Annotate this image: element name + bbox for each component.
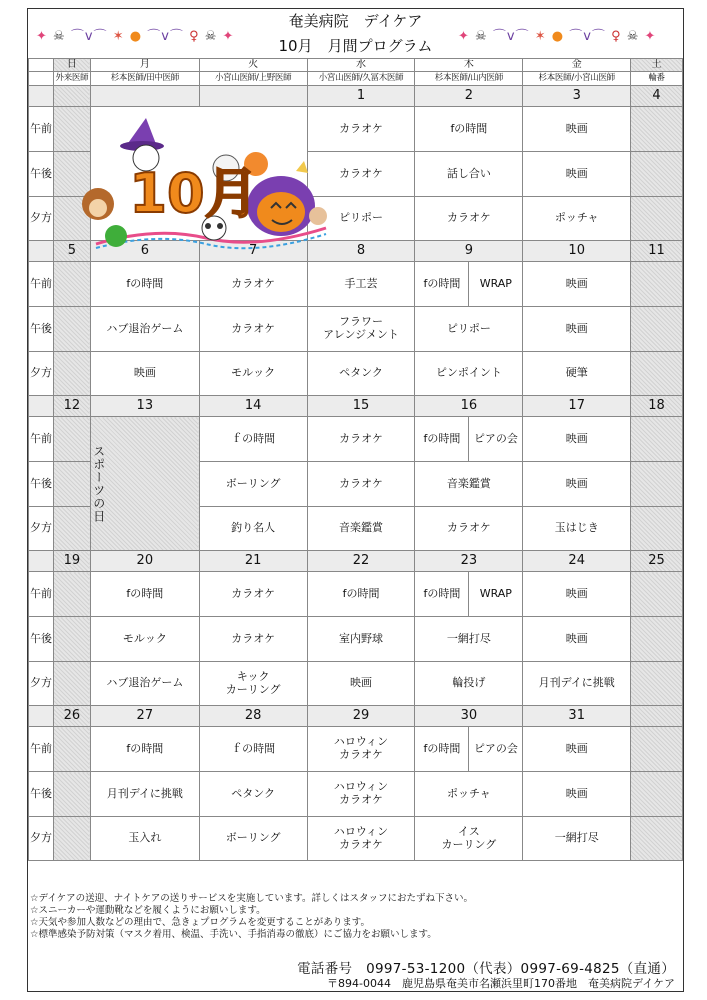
program-cell-thu: 話し合い bbox=[415, 152, 523, 197]
sunday-cell bbox=[53, 507, 90, 551]
date-tue: 28 bbox=[199, 706, 307, 727]
star-icon: ✦ bbox=[644, 29, 657, 44]
program-part: fの時間 bbox=[415, 262, 469, 306]
holiday-cell bbox=[90, 417, 199, 551]
skull-icon: ☠ bbox=[475, 29, 488, 44]
slot-label: 午後 bbox=[29, 307, 54, 352]
sunday-cell bbox=[53, 307, 90, 352]
program-part: ピアの会 bbox=[473, 741, 518, 755]
program-cell-fri: 映画 bbox=[523, 307, 631, 352]
program-cell-fri: 映画 bbox=[523, 262, 631, 307]
program-part: fの時間 bbox=[415, 572, 469, 616]
saturday-cell bbox=[631, 152, 683, 197]
program-cell-wed: fの時間 bbox=[307, 572, 415, 617]
bat-icon: ⌒v⌒ bbox=[70, 29, 108, 44]
date-fri: 24 bbox=[523, 551, 631, 572]
date-tue: 14 bbox=[199, 396, 307, 417]
date-wed: 22 bbox=[307, 551, 415, 572]
slot-label: 午前 bbox=[29, 572, 54, 617]
date-sat: 18 bbox=[631, 396, 683, 417]
date-mon: 20 bbox=[90, 551, 199, 572]
program-cell-wed: ハロウィン カラオケ bbox=[307, 727, 415, 772]
date-sat: 4 bbox=[631, 86, 683, 107]
slot-label: 夕方 bbox=[29, 507, 54, 551]
date-mon: 27 bbox=[90, 706, 199, 727]
slot-label: 夕方 bbox=[29, 817, 54, 861]
program-cell-tue: カラオケ bbox=[199, 262, 307, 307]
program-cell-fri: 映画 bbox=[523, 617, 631, 662]
program-cell-wed: ハロウィン カラオケ bbox=[307, 772, 415, 817]
program-cell-mon: モルック bbox=[90, 617, 199, 662]
program-cell-fri: 映画 bbox=[523, 417, 631, 462]
program-cell-thu bbox=[415, 262, 523, 307]
saturday-cell bbox=[631, 107, 683, 152]
program-cell-wed: カラオケ bbox=[307, 462, 415, 507]
lollipop-icon: ♀ bbox=[611, 29, 622, 44]
calendar-sheet bbox=[27, 8, 684, 992]
date-mon: 6 bbox=[90, 241, 199, 262]
skull-icon: ☠ bbox=[53, 29, 66, 44]
program-cell-wed: カラオケ bbox=[307, 107, 415, 152]
sunday-cell bbox=[53, 417, 90, 462]
date-wed: 15 bbox=[307, 396, 415, 417]
program-cell-thu: ピリポー bbox=[415, 307, 523, 352]
date-wed: 1 bbox=[307, 86, 415, 107]
program-cell-tue: モルック bbox=[199, 352, 307, 396]
slot-label: 夕方 bbox=[29, 662, 54, 706]
date-sun: 26 bbox=[53, 706, 90, 727]
candy-icon: ✶ bbox=[534, 29, 547, 44]
program-cell-thu: イス カーリング bbox=[415, 817, 523, 861]
saturday-cell bbox=[631, 817, 683, 861]
program-cell-thu: 音楽鑑賞 bbox=[415, 462, 523, 507]
program-part: fの時間 bbox=[415, 417, 469, 461]
program-cell-mon: fの時間 bbox=[90, 727, 199, 772]
program-cell-tue: ｆの時間 bbox=[199, 417, 307, 462]
program-cell-tue: ボーリング bbox=[199, 462, 307, 507]
hospital-title: 奄美病院 デイケア bbox=[288, 12, 423, 30]
saturday-cell bbox=[631, 262, 683, 307]
program-cell-wed: カラオケ bbox=[307, 152, 415, 197]
date-sat: 25 bbox=[631, 551, 683, 572]
date-tue: 21 bbox=[199, 551, 307, 572]
weekday-sat: 土 bbox=[631, 59, 683, 72]
saturday-cell bbox=[631, 507, 683, 551]
date-tue bbox=[199, 86, 307, 107]
slot-label: 午後 bbox=[29, 462, 54, 507]
note-item: ☆標準感染予防対策（マスク着用、検温、手洗い、手指消毒の徹底）にご協力をお願いします。 bbox=[30, 929, 437, 940]
program-cell-wed: カラオケ bbox=[307, 417, 415, 462]
sunday-cell bbox=[53, 462, 90, 507]
corner-cell bbox=[29, 241, 54, 262]
date-thu: 9 bbox=[415, 241, 523, 262]
program-cell-fri: 硬筆 bbox=[523, 352, 631, 396]
corner-cell bbox=[29, 59, 54, 72]
date-tue: 7 bbox=[199, 241, 307, 262]
note-item: ☆スニーカーや運動靴などを履くようにお願いします。 bbox=[30, 905, 266, 916]
program-cell-fri: 映画 bbox=[523, 107, 631, 152]
program-cell-thu bbox=[415, 572, 523, 617]
program-cell-thu: 輪投げ bbox=[415, 662, 523, 706]
corner-cell bbox=[29, 551, 54, 572]
program-cell-thu: ポッチャ bbox=[415, 772, 523, 817]
skull-icon: ☠ bbox=[204, 29, 218, 44]
saturday-cell bbox=[631, 617, 683, 662]
weekday-mon: 月 bbox=[90, 59, 199, 72]
slot-label: 午前 bbox=[29, 727, 54, 772]
weekday-tue: 火 bbox=[199, 59, 307, 72]
slot-label: 夕方 bbox=[29, 197, 54, 241]
program-cell-wed: 室内野球 bbox=[307, 617, 415, 662]
date-fri: 31 bbox=[523, 706, 631, 727]
slot-label: 午前 bbox=[29, 417, 54, 462]
program-cell-tue: 釣り名人 bbox=[199, 507, 307, 551]
slot-label: 午後 bbox=[29, 617, 54, 662]
date-sun: 12 bbox=[53, 396, 90, 417]
date-thu: 2 bbox=[415, 86, 523, 107]
bat-icon: ⌒v⌒ bbox=[569, 29, 606, 44]
program-cell-tue: ペタンク bbox=[199, 772, 307, 817]
bat-icon: ⌒v⌒ bbox=[492, 29, 530, 44]
sunday-cell bbox=[53, 662, 90, 706]
saturday-cell bbox=[631, 462, 683, 507]
program-cell-thu bbox=[415, 727, 523, 772]
date-thu: 16 bbox=[415, 396, 523, 417]
corner-cell bbox=[29, 396, 54, 417]
program-cell-thu: 一網打尽 bbox=[415, 617, 523, 662]
program-cell-mon: ハブ退治ゲーム bbox=[90, 307, 199, 352]
monkey-icon bbox=[82, 188, 114, 220]
program-cell-tue: カラオケ bbox=[199, 572, 307, 617]
date-mon: 13 bbox=[90, 396, 199, 417]
program-cell-thu bbox=[415, 417, 523, 462]
star-icon: ✦ bbox=[458, 29, 470, 44]
sunday-cell bbox=[53, 817, 90, 861]
sunday-cell bbox=[53, 262, 90, 307]
program-cell-mon: 玉入れ bbox=[90, 817, 199, 861]
program-cell-mon: 月刊デイに挑戦 bbox=[90, 772, 199, 817]
weekday-thu: 木 bbox=[415, 59, 523, 72]
october-label: 10月 bbox=[129, 162, 259, 225]
program-cell-thu: fの時間 bbox=[415, 107, 523, 152]
slot-label: 午後 bbox=[29, 772, 54, 817]
pumpkin-icon: ● bbox=[129, 29, 143, 44]
doctor-fri: 杉本医師/小宮山医師 bbox=[523, 72, 631, 86]
program-cell-fri: 映画 bbox=[523, 462, 631, 507]
frog-icon bbox=[105, 225, 127, 247]
program-cell-wed: フラワー アレンジメント bbox=[307, 307, 415, 352]
program-cell-thu: カラオケ bbox=[415, 197, 523, 241]
program-part: fの時間 bbox=[415, 727, 469, 771]
program-cell-mon: ハブ退治ゲーム bbox=[90, 662, 199, 706]
date-thu: 30 bbox=[415, 706, 523, 727]
candy-icon: ✶ bbox=[112, 29, 125, 44]
program-cell-wed: ピリポー bbox=[307, 197, 415, 241]
doctor-sun: 外来医師 bbox=[53, 72, 90, 86]
skull-icon: ☠ bbox=[626, 29, 640, 44]
weekday-fri: 金 bbox=[523, 59, 631, 72]
slot-label: 午前 bbox=[29, 107, 54, 152]
saturday-cell bbox=[631, 572, 683, 617]
corner-cell bbox=[29, 706, 54, 727]
date-sun: 5 bbox=[53, 241, 90, 262]
doctor-tue: 小宮山医師/上野医師 bbox=[199, 72, 307, 86]
program-cell-thu: カラオケ bbox=[415, 507, 523, 551]
date-sat bbox=[631, 706, 683, 727]
date-fri: 10 bbox=[523, 241, 631, 262]
date-wed: 8 bbox=[307, 241, 415, 262]
star-icon: ✦ bbox=[222, 29, 235, 44]
address: 〒894-0044 鹿児島県奄美市名瀬浜里町170番地 奄美病院デイケア bbox=[327, 977, 675, 990]
slot-label: 夕方 bbox=[29, 352, 54, 396]
saturday-cell bbox=[631, 307, 683, 352]
saturday-cell bbox=[631, 727, 683, 772]
corner-cell bbox=[29, 86, 54, 107]
program-cell-mon: fの時間 bbox=[90, 262, 199, 307]
sunday-cell bbox=[53, 352, 90, 396]
program-cell-fri: 映画 bbox=[523, 772, 631, 817]
program-cell-wed: 手工芸 bbox=[307, 262, 415, 307]
date-fri: 17 bbox=[523, 396, 631, 417]
program-cell-fri: 映画 bbox=[523, 152, 631, 197]
program-cell-tue: カラオケ bbox=[199, 307, 307, 352]
pumpkin-icon: ● bbox=[551, 29, 565, 44]
date-mon bbox=[90, 86, 199, 107]
program-cell-wed: ペタンク bbox=[307, 352, 415, 396]
program-cell-fri: 一網打尽 bbox=[523, 817, 631, 861]
corner-cell bbox=[29, 72, 54, 86]
program-cell-fri: 映画 bbox=[523, 572, 631, 617]
program-cell-tue: ボーリング bbox=[199, 817, 307, 861]
program-title: 10月 月間プログラム bbox=[278, 37, 433, 55]
program-cell-wed: 映画 bbox=[307, 662, 415, 706]
sunday-cell bbox=[53, 772, 90, 817]
program-cell-wed: 音楽鑑賞 bbox=[307, 507, 415, 551]
note-item: ☆デイケアの送迎、ナイトケアの送りサービスを実施しています。詳しくはスタッフにおたずね下さい。 bbox=[30, 893, 474, 904]
sunday-cell bbox=[53, 572, 90, 617]
program-cell-fri: 映画 bbox=[523, 727, 631, 772]
date-sun bbox=[53, 86, 90, 107]
date-wed: 29 bbox=[307, 706, 415, 727]
saturday-cell bbox=[631, 662, 683, 706]
notes-list bbox=[30, 893, 473, 941]
note-item: ☆天気や参加人数などの理由で、急きょプログラムを変更することがあります。 bbox=[30, 917, 370, 928]
halloween-decoration-right bbox=[458, 25, 656, 44]
phone-number: 電話番号 0997-53-1200（代表）0997-69-4825（直通） bbox=[297, 961, 675, 977]
bat-icon: ⌒v⌒ bbox=[147, 29, 184, 44]
holiday-label: スポーツの日 bbox=[91, 444, 106, 523]
slot-label: 午後 bbox=[29, 152, 54, 197]
program-cell-tue: キック カーリング bbox=[199, 662, 307, 706]
program-cell-mon: fの時間 bbox=[90, 572, 199, 617]
halloween-decoration-left bbox=[36, 25, 234, 44]
lollipop-icon: ♀ bbox=[189, 29, 200, 44]
saturday-cell bbox=[631, 772, 683, 817]
program-cell-thu: ピンポイント bbox=[415, 352, 523, 396]
sunday-cell bbox=[53, 727, 90, 772]
program-cell-wed: ハロウィン カラオケ bbox=[307, 817, 415, 861]
program-cell-tue: ｆの時間 bbox=[199, 727, 307, 772]
doctor-wed: 小宮山医師/久冨木医師 bbox=[307, 72, 415, 86]
date-sat: 11 bbox=[631, 241, 683, 262]
program-cell-mon: 映画 bbox=[90, 352, 199, 396]
program-part: ピアの会 bbox=[473, 431, 518, 445]
program-cell-fri: ポッチャ bbox=[523, 197, 631, 241]
program-cell-tue: カラオケ bbox=[199, 617, 307, 662]
doctor-mon: 杉本医師/田中医師 bbox=[90, 72, 199, 86]
weekday-wed: 水 bbox=[307, 59, 415, 72]
saturday-cell bbox=[631, 417, 683, 462]
program-cell-fri: 月刊デイに挑戦 bbox=[523, 662, 631, 706]
october-illustration bbox=[76, 116, 328, 254]
doctor-thu: 杉本医師/山内医師 bbox=[415, 72, 523, 86]
slot-label: 午前 bbox=[29, 262, 54, 307]
date-thu: 23 bbox=[415, 551, 523, 572]
saturday-cell bbox=[631, 352, 683, 396]
program-part: WRAP bbox=[479, 586, 512, 600]
date-fri: 3 bbox=[523, 86, 631, 107]
saturday-cell bbox=[631, 197, 683, 241]
sunday-cell bbox=[53, 617, 90, 662]
doctor-sat: 輪番 bbox=[631, 72, 683, 86]
star-icon: ✦ bbox=[36, 29, 48, 44]
program-cell-fri: 玉はじき bbox=[523, 507, 631, 551]
date-sun: 19 bbox=[53, 551, 90, 572]
weekday-sun: 日 bbox=[53, 59, 90, 72]
program-part: WRAP bbox=[479, 276, 512, 290]
